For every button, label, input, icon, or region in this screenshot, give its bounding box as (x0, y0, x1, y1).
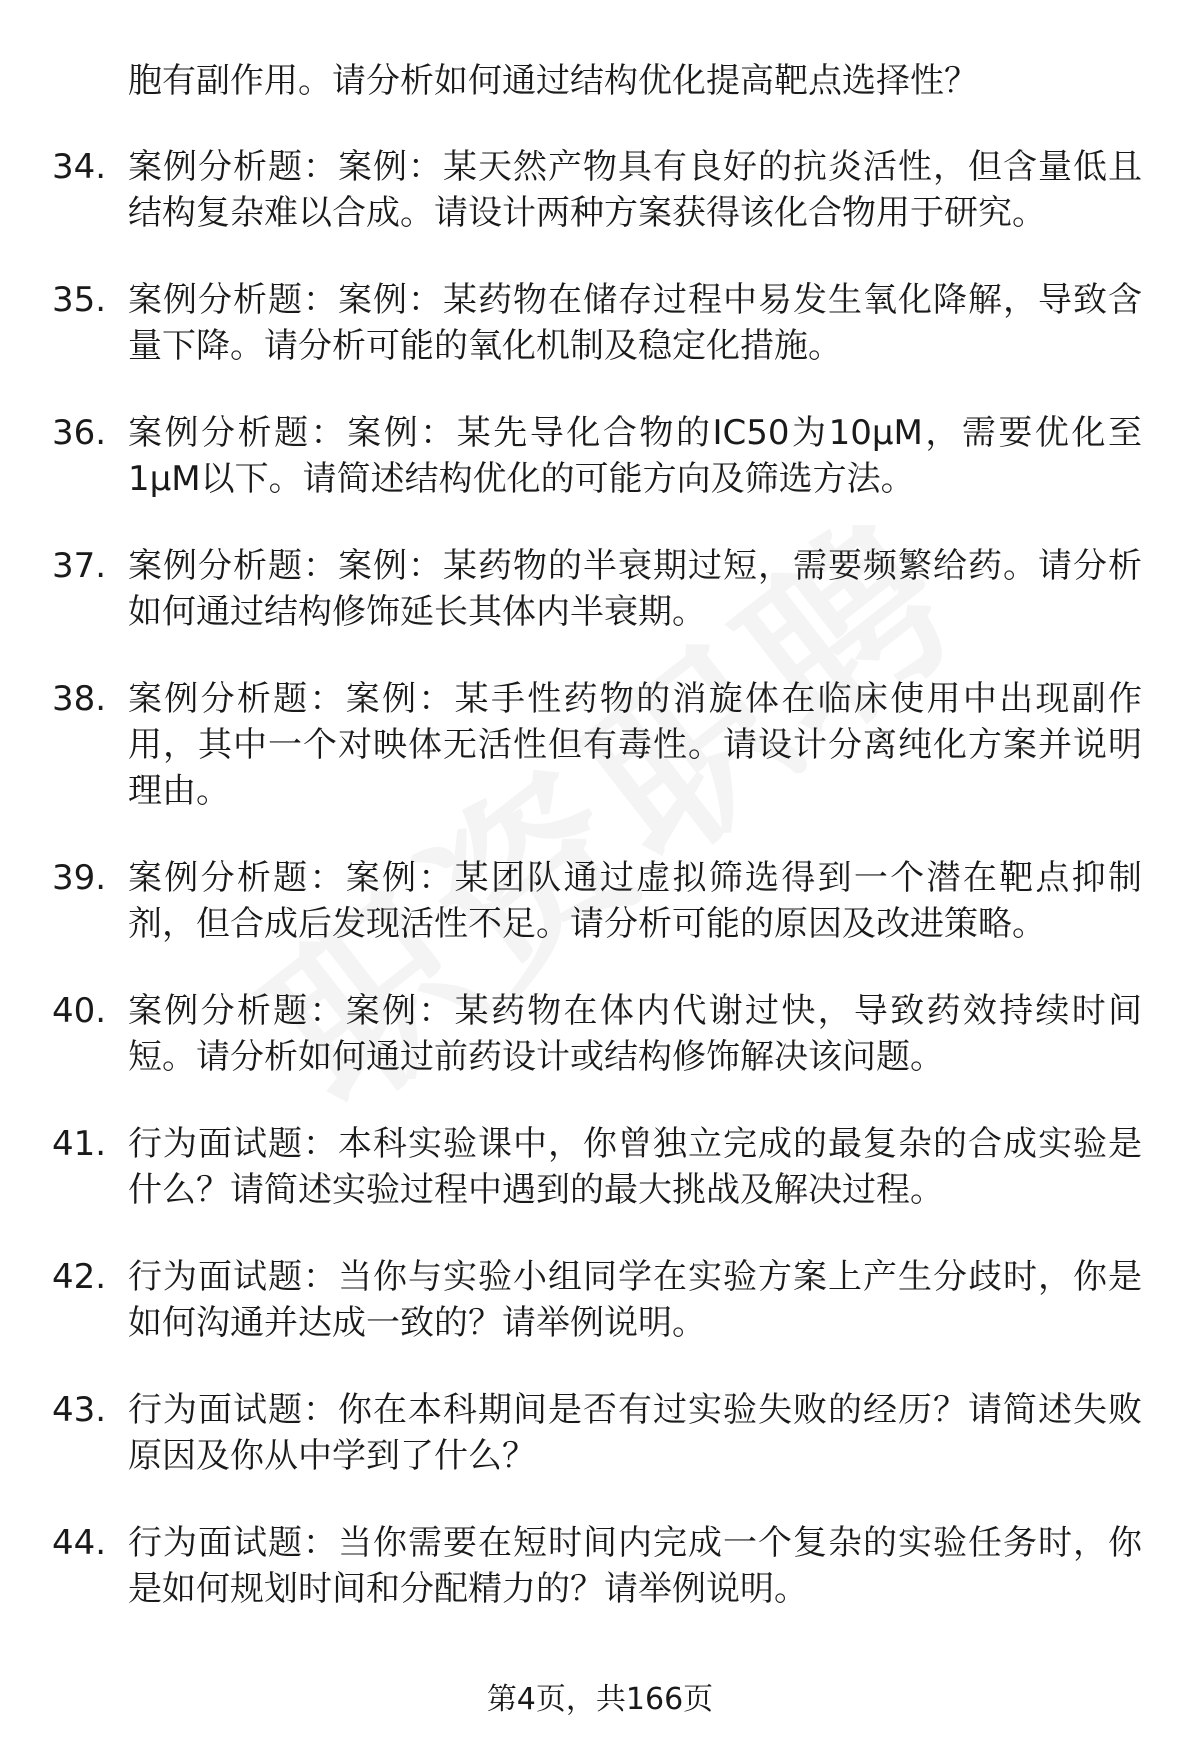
question-text: 案例分析题：案例：某药物的半衰期过短，需要频繁给药。请分析如何通过结构修饰延长其体内半衰期。 (128, 546, 1142, 632)
question-item (52, 1387, 1142, 1479)
question-number: 44. (52, 1523, 107, 1563)
question-text: 案例分析题：案例：某团队通过虚拟筛选得到一个潜在靶点抑制剂，但合成后发现活性不足。请分析可能的原因及改进策略。 (128, 858, 1142, 944)
question-text: 行为面试题：本科实验课中，你曾独立完成的最复杂的合成实验是什么？请简述实验过程中遇到的最大挑战及解决过程。 (128, 1124, 1142, 1210)
question-number: 42. (52, 1257, 107, 1297)
page-footer: 第4页，共166页 (486, 1682, 714, 1717)
question-number: 41. (52, 1124, 107, 1164)
question-item (52, 1121, 1142, 1213)
question-number: 37. (52, 546, 107, 586)
question-list (52, 58, 1142, 1653)
question-item (52, 277, 1142, 369)
question-number: 40. (52, 991, 107, 1031)
question-item (52, 676, 1142, 814)
question-text: 案例分析题：案例：某手性药物的消旋体在临床使用中出现副作用，其中一个对映体无活性但有毒性。请设计分离纯化方案并说明理由。 (128, 679, 1142, 811)
question-text: 案例分析题：案例：某天然产物具有良好的抗炎活性，但含量低且结构复杂难以合成。请设计两种方案获得该化合物用于研究。 (128, 147, 1142, 233)
question-number: 34. (52, 147, 107, 187)
question-number: 43. (52, 1390, 107, 1430)
question-text: 案例分析题：案例：某药物在体内代谢过快，导致药效持续时间短。请分析如何通过前药设计或结构修饰解决该问题。 (128, 991, 1142, 1077)
question-text: 案例分析题：案例：某先导化合物的IC50为10μM，需要优化至1μM以下。请简述结构优化的可能方向及筛选方法。 (128, 413, 1142, 499)
question-item (52, 144, 1142, 236)
question-number: 35. (52, 280, 107, 320)
question-item (52, 1254, 1142, 1346)
question-item (52, 855, 1142, 947)
question-number: 39. (52, 858, 107, 898)
question-text: 行为面试题：当你与实验小组同学在实验方案上产生分歧时，你是如何沟通并达成一致的？请举例说明。 (128, 1257, 1142, 1343)
question-item (52, 988, 1142, 1080)
question-text: 行为面试题：当你需要在短时间内完成一个复杂的实验任务时，你是如何规划时间和分配精力的？请举例说明。 (128, 1523, 1142, 1609)
question-item (52, 543, 1142, 635)
question-item (52, 410, 1142, 502)
question-text: 行为面试题：你在本科期间是否有过实验失败的经历？请简述失败原因及你从中学到了什么？ (128, 1390, 1142, 1476)
continued-question-text: 胞有副作用。请分析如何通过结构优化提高靶点选择性？ (128, 61, 978, 101)
question-number: 38. (52, 679, 107, 719)
question-item (52, 1520, 1142, 1612)
question-text: 案例分析题：案例：某药物在储存过程中易发生氧化降解，导致含量下降。请分析可能的氧化机制及稳定化措施。 (128, 280, 1142, 366)
question-number: 36. (52, 413, 107, 453)
